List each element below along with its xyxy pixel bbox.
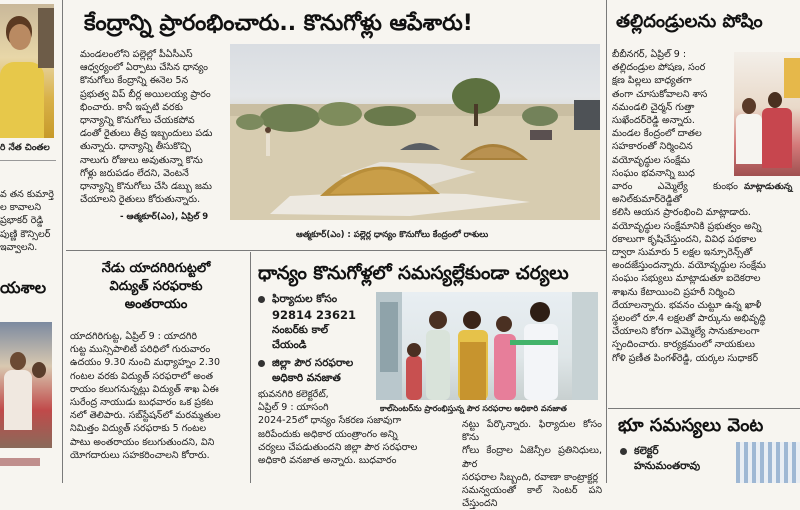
left-strip bbox=[0, 0, 68, 483]
left-strip-photo-2 bbox=[0, 322, 52, 448]
call-center-photo bbox=[376, 292, 598, 400]
top-dateline: - ఆత్మకూర్(ఎం), ఏప్రిల్ 9 bbox=[120, 212, 209, 222]
land-bullet: కలెక్టర్ హనుమంతరావు bbox=[620, 444, 730, 474]
left-strip-text: వ తన కుమార్తె ల కావాలని ప్రభాకర్ రెడ్డి పుణ్ణి కౌన్సిలర్ ఇవ్వాలని. bbox=[0, 189, 54, 253]
top-headline: కేంద్రాన్ని ప్రారంభించారు.. కొనుగోళ్లు ఆపేశారు! bbox=[84, 11, 473, 36]
right-article-body-bottom: వారం ఎమ్మెల్యే కుంభం అనిల్‌కుమార్‌రెడ్డితో కలిసి ఆయన ప్రారంభించి మాట్లాడారు. వయోవృద్ధుల సంక్షేమానికి ప్రభుత్వం అన్ని రకాలుగా కృషిచేస్తుందని, వివిధ పథకాల ద్వారా సుమారు 5 లక్షల ఇన్సూరెన్స్‌తో అందజేస్తుందన్నారు. వయోవృద్ధుల సంక్షేమ సంఘం సభ్యులు మాట్లాడుతూ ఐదెకరాల శాఖను కేటాయించి ప్రహరీ నిర్మించి దేయాలన్నారు. భవనం చుట్టూ ఉన్న ఖాళీ స్థలంలో రూ.4 లక్షలతో పార్కును అభివృద్ధి చేయాలని కోరగా ఎమ్మెల్యే సానుకూలంగా స్పందించారు. కార్యక్రమంలో నాయకులు గోళి ప్రణీత పింగళ్‌రెడ్డి, యర్కల సుధాకర్ bbox=[612, 181, 766, 364]
grain-heap-photo bbox=[230, 44, 600, 220]
call-center-caption: కాల్‌సెంటర్‌ను ప్రారంభిస్తున్న పౌర సరఫరాల అధికారి వనజాత bbox=[380, 404, 567, 413]
power-article-body: యాదగిరిగుట్ట, ఏప్రిల్ 9 : యాదగిరి గుట్ట మున్సిపాలిటీ పరిధిలో గురువారం ఉదయం 9.30 నుంచి మధ్యాహ్నం 2.30 గంటల వరకు విద్యుత్ సరఫరాలో అంత రాయం కలుగనున్నట్లు విద్యుత్ శాఖ ఏఈ సురేంద్ర నాయుడు బుధవారం ఒక ప్రకట నలో తెలిపారు. సబ్‌స్టేషన్‌లో మరమ్మతుల నిమిత్తం విద్యుత్ సరఫరాకు 5 గంటల పాటు అంతరాయం కలుగుతుందని, విని యోగదారులు సహకరించాలని కోరారు. bbox=[70, 331, 221, 461]
land-headline: భూ సమస్యలు వెంట bbox=[618, 415, 764, 436]
grain-bullets: ఫిర్యాదుల కోసం 92814 23621 నంబర్‌కు కాల్ చేయండి జిల్లా పౌర సరఫరాల అధికారి వనజాత bbox=[258, 292, 374, 386]
grain-phone-number: 92814 23621 bbox=[272, 308, 357, 322]
left-photo-caption: రి నేత చింతల bbox=[0, 143, 50, 153]
right-photo-caption: మాట్లాడుతున్న bbox=[744, 182, 793, 192]
right-article-photo bbox=[734, 52, 800, 176]
left-strip-heading: యశాల bbox=[0, 278, 47, 297]
right-article-body-top: బీబీనగర్, ఏప్రిల్ 9 : తల్లిదండ్రుల పోషణ, సంర క్షణ పిల్లలు బాధ్యతగా తంగా చూసుకోవాలని శాస నమండలి చైర్మన్ గుత్తా సుఖేందర్‌రెడ్డి అన్నారు. మండల కేంద్రంలో దాతల సహకారంతో నిర్మించిన వయోవృద్ధుల సంక్షేమ సంఘం భవనాన్ని బుధ bbox=[612, 49, 708, 179]
land-photo bbox=[736, 442, 800, 483]
top-photo-caption: ఆత్మకూర్(ఎం) : పల్లెర్ల ధాన్యం కొనుగోలు కేంద్రంలో రాశులు bbox=[296, 230, 489, 240]
top-article-body: మండలంలోని పల్లెల్లో పీఏసీఎస్ ఆధ్వర్యంలో ఏర్పాటు చేసిన ధాన్యం కొనుగోలు కేంద్రాన్ని ఈనెల 5న ప్రభుత్వ విప్ బీర్ల అయిలయ్య ప్రారం భించారు. కానీ ఇప్పటి వరకు ధాన్యాన్ని కొనుగోలు చేయకపోవ డంతో రైతులు తీవ్ర ఇబ్బందులు పడు తున్నారు. ధాన్యాన్ని తీసుకొచ్చి నాలుగు రోజులు అవుతున్నా కొను గోళ్లు జరుపడం లేదని, వెంటనే ధాన్యాన్ని కొనుగోలు చేసి డబ్బు జమ చేయాలని రైతులు కోరుతున్నారు. bbox=[80, 49, 213, 206]
power-headline: నేడు యాదగిరిగుట్టలో విద్యుత్ సరఫరాకు అంతరాయం bbox=[101, 261, 211, 312]
grain-headline: ధాన్యం కొనుగోళ్లలో సమస్యల్లేకుండా చర్యలు bbox=[258, 263, 569, 284]
grain-body-right: నట్టు పేర్కొన్నారు. ఫిర్యాదుల కోసం కొను గోలు కేంద్రాల ఏజెన్సీల ప్రతినిధులు, పౌర సరఫరాల సిబ్బంది, రవాణా కాంట్రాక్టర్ల సమన్వయంతో కాల్ సెంటర్ పని చేస్తుందని bbox=[462, 419, 602, 510]
left-strip-photo bbox=[0, 4, 54, 138]
grain-body-left: భువనగిరి కలెక్టరేట్, ఏప్రిల్ 9 : యాసంగి 2024-25లో ధాన్యం సేకరణ సజావుగా జరిపేందుకు అధికార యంత్రాంగం అన్ని చర్యలు చేపడుతుందని జిల్లా పౌర సరఫరాల అధికారి వనజాత అన్నారు. బుధవారం bbox=[258, 389, 418, 467]
right-headline: తల్లిదండ్రులను పోషిం bbox=[616, 11, 763, 32]
